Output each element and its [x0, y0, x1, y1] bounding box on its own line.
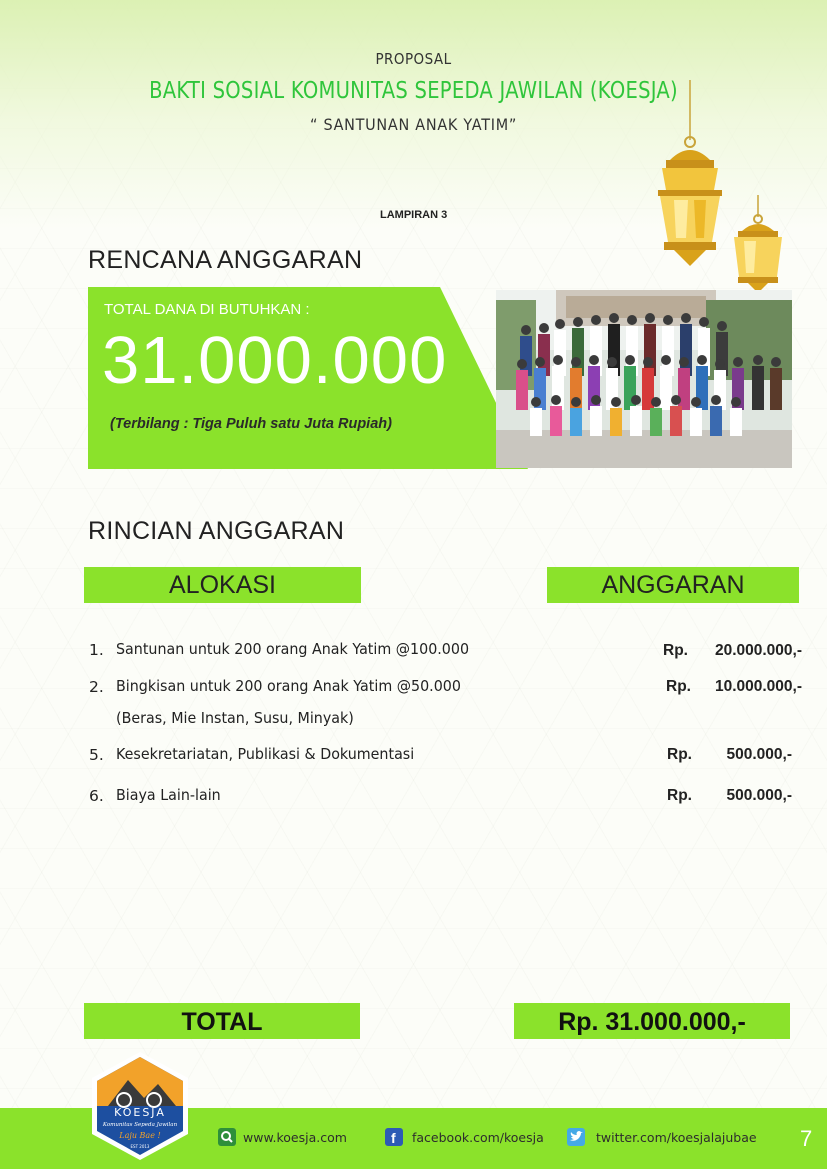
item-number: 5.: [89, 746, 104, 764]
item-description: Kesekretariatan, Publikasi & Dokumentasi: [116, 745, 415, 763]
lantern-icon: [722, 195, 794, 295]
item-description: Santunan untuk 200 orang Anak Yatim @100.000: [116, 640, 470, 658]
page-number: 7: [800, 1126, 813, 1151]
twitter-icon: [567, 1128, 585, 1146]
total-label: TOTAL: [84, 1003, 360, 1039]
item-amount: 500.000,-: [726, 787, 792, 804]
website-link[interactable]: www.koesja.com: [243, 1130, 347, 1145]
logo-est: EST 2013: [130, 1144, 150, 1149]
anggaran-header: ANGGARAN: [547, 567, 799, 603]
total-need-amount: 31.000.000: [102, 323, 448, 398]
search-icon: [218, 1128, 236, 1146]
item-currency: Rp.: [663, 642, 688, 659]
item-amount: 500.000,-: [726, 746, 792, 763]
svg-text:f: f: [391, 1130, 396, 1146]
item-number: 6.: [89, 787, 104, 805]
group-photo: [496, 290, 792, 468]
item-currency: Rp.: [666, 678, 691, 695]
item-amount: 10.000.000,-: [714, 678, 802, 695]
doc-title: BAKTI SOSIAL KOMUNITAS SEPEDA JAWILAN (KOESJA): [149, 78, 678, 104]
logo-tagline: Komunitas Sepeda Jawilan: [102, 1122, 178, 1128]
facebook-link[interactable]: facebook.com/koesja: [412, 1130, 544, 1145]
rencana-title: RENCANA ANGGARAN: [88, 246, 363, 274]
item-description: Bingkisan untuk 200 orang Anak Yatim @50.000: [116, 677, 461, 695]
logo-name: KOESJA: [114, 1106, 166, 1119]
item-currency: Rp.: [667, 787, 692, 804]
twitter-link[interactable]: twitter.com/koesjalajubae: [596, 1130, 757, 1145]
item-description-detail: (Beras, Mie Instan, Susu, Minyak): [116, 709, 354, 727]
total-need-words: (Terbilang : Tiga Puluh satu Juta Rupiah): [110, 416, 392, 432]
attachment-label: LAMPIRAN 3: [380, 209, 448, 221]
item-number: 2.: [89, 678, 104, 696]
item-description: Biaya Lain-lain: [116, 786, 221, 804]
logo-slogan: Laju Bae !: [119, 1131, 161, 1140]
doc-type: PROPOSAL: [375, 50, 452, 68]
rincian-title: RINCIAN ANGGARAN: [88, 517, 345, 545]
item-currency: Rp.: [667, 746, 692, 763]
koesja-logo: [88, 1050, 192, 1162]
facebook-icon: [385, 1128, 403, 1146]
alokasi-header: ALOKASI: [84, 567, 361, 603]
total-value: Rp. 31.000.000,-: [514, 1003, 790, 1039]
item-amount: 20.000.000,-: [714, 642, 802, 659]
doc-subtitle: “ SANTUNAN ANAK YATIM”: [309, 115, 518, 134]
total-need-label: TOTAL DANA DI BUTUHKAN :: [104, 301, 310, 318]
item-number: 1.: [89, 641, 104, 659]
